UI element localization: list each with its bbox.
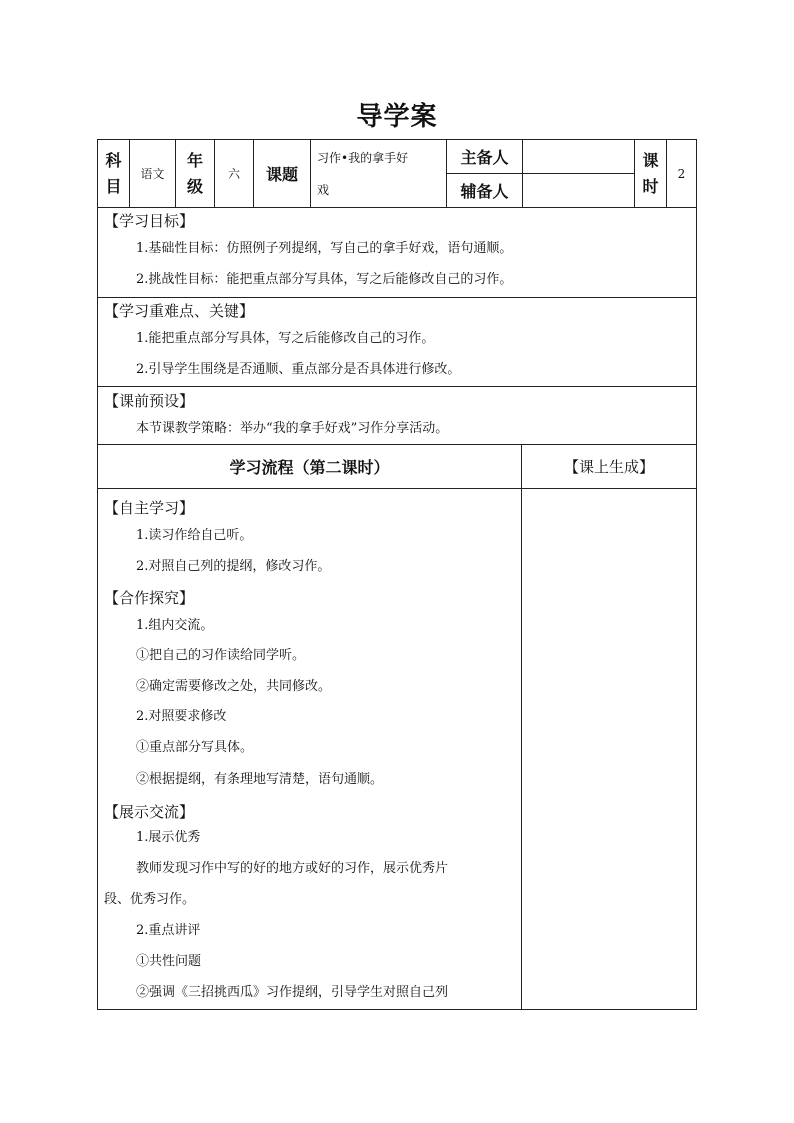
assistant-preparer-value[interactable]	[523, 174, 634, 207]
show-item: 教师发现习作中写的好的地方或好的习作，展示优秀片	[136, 861, 449, 876]
preview-heading: 【课前预设】	[104, 392, 195, 410]
show-item: 段、优秀习作。	[104, 892, 196, 907]
grade-value: 六	[227, 167, 240, 181]
show-item: ②强调《三招挑西瓜》习作提纲，引导学生对照自己列	[136, 985, 449, 1000]
self-study-item: 1.读习作给自己听。	[136, 528, 253, 543]
show-item: 1.展示优秀	[136, 830, 201, 845]
cooperate-item: ②确定需要修改之处，共同修改。	[136, 679, 332, 694]
topic-value: 习作•我的拿手好 戏	[317, 150, 409, 197]
show-item: ①共性问题	[136, 954, 202, 969]
preview-item: 本节课教学策略：举办“我的拿手好戏”习作分享活动。	[136, 421, 449, 436]
cooperate-item: ①重点部分写具体。	[136, 740, 254, 755]
subject-value: 语文	[140, 167, 165, 181]
period-label: 课 时	[642, 150, 659, 196]
period-value: 2	[677, 166, 686, 181]
goal-item: 1.基础性目标：仿照例子列提纲，写自己的拿手好戏，语句通顺。	[136, 241, 513, 256]
main-preparer-value[interactable]	[523, 140, 634, 173]
grade-label: 年 级	[186, 150, 203, 196]
self-study-item: 2.对照自己列的提纲，修改习作。	[136, 559, 331, 574]
page-title: 导学案	[356, 102, 438, 132]
cooperate-item: 1.组内交流。	[136, 618, 214, 633]
subject-label: 科 目	[105, 150, 122, 196]
assistant-preparer-label: 辅备人	[460, 182, 509, 201]
cooperate-heading: 【合作探究】	[104, 589, 195, 607]
cooperate-item: 2.对照要求修改	[136, 709, 227, 724]
cooperate-item: ②根据提纲，有条理地写清楚，语句通顺。	[136, 772, 384, 787]
self-study-heading: 【自主学习】	[104, 499, 195, 517]
in-class-heading: 【课上生成】	[563, 458, 654, 476]
goals-heading: 【学习目标】	[104, 212, 195, 230]
process-heading: 学习流程（第二课时）	[229, 458, 390, 477]
show-item: 2.重点讲评	[136, 923, 201, 938]
topic-label: 课题	[265, 165, 298, 184]
keypoint-item: 1.能把重点部分写具体，写之后能修改自己的习作。	[136, 331, 435, 346]
show-heading: 【展示交流】	[104, 803, 195, 821]
goal-item: 2.挑战性目标：能把重点部分写具体，写之后能修改自己的习作。	[136, 272, 513, 287]
main-preparer-label: 主备人	[460, 148, 509, 167]
cooperate-item: ①把自己的习作读给同学听。	[136, 648, 306, 663]
keypoints-heading: 【学习重难点、关键】	[104, 302, 255, 320]
keypoint-item: 2.引导学生围绕是否通顺、重点部分是否具体进行修改。	[136, 362, 461, 377]
